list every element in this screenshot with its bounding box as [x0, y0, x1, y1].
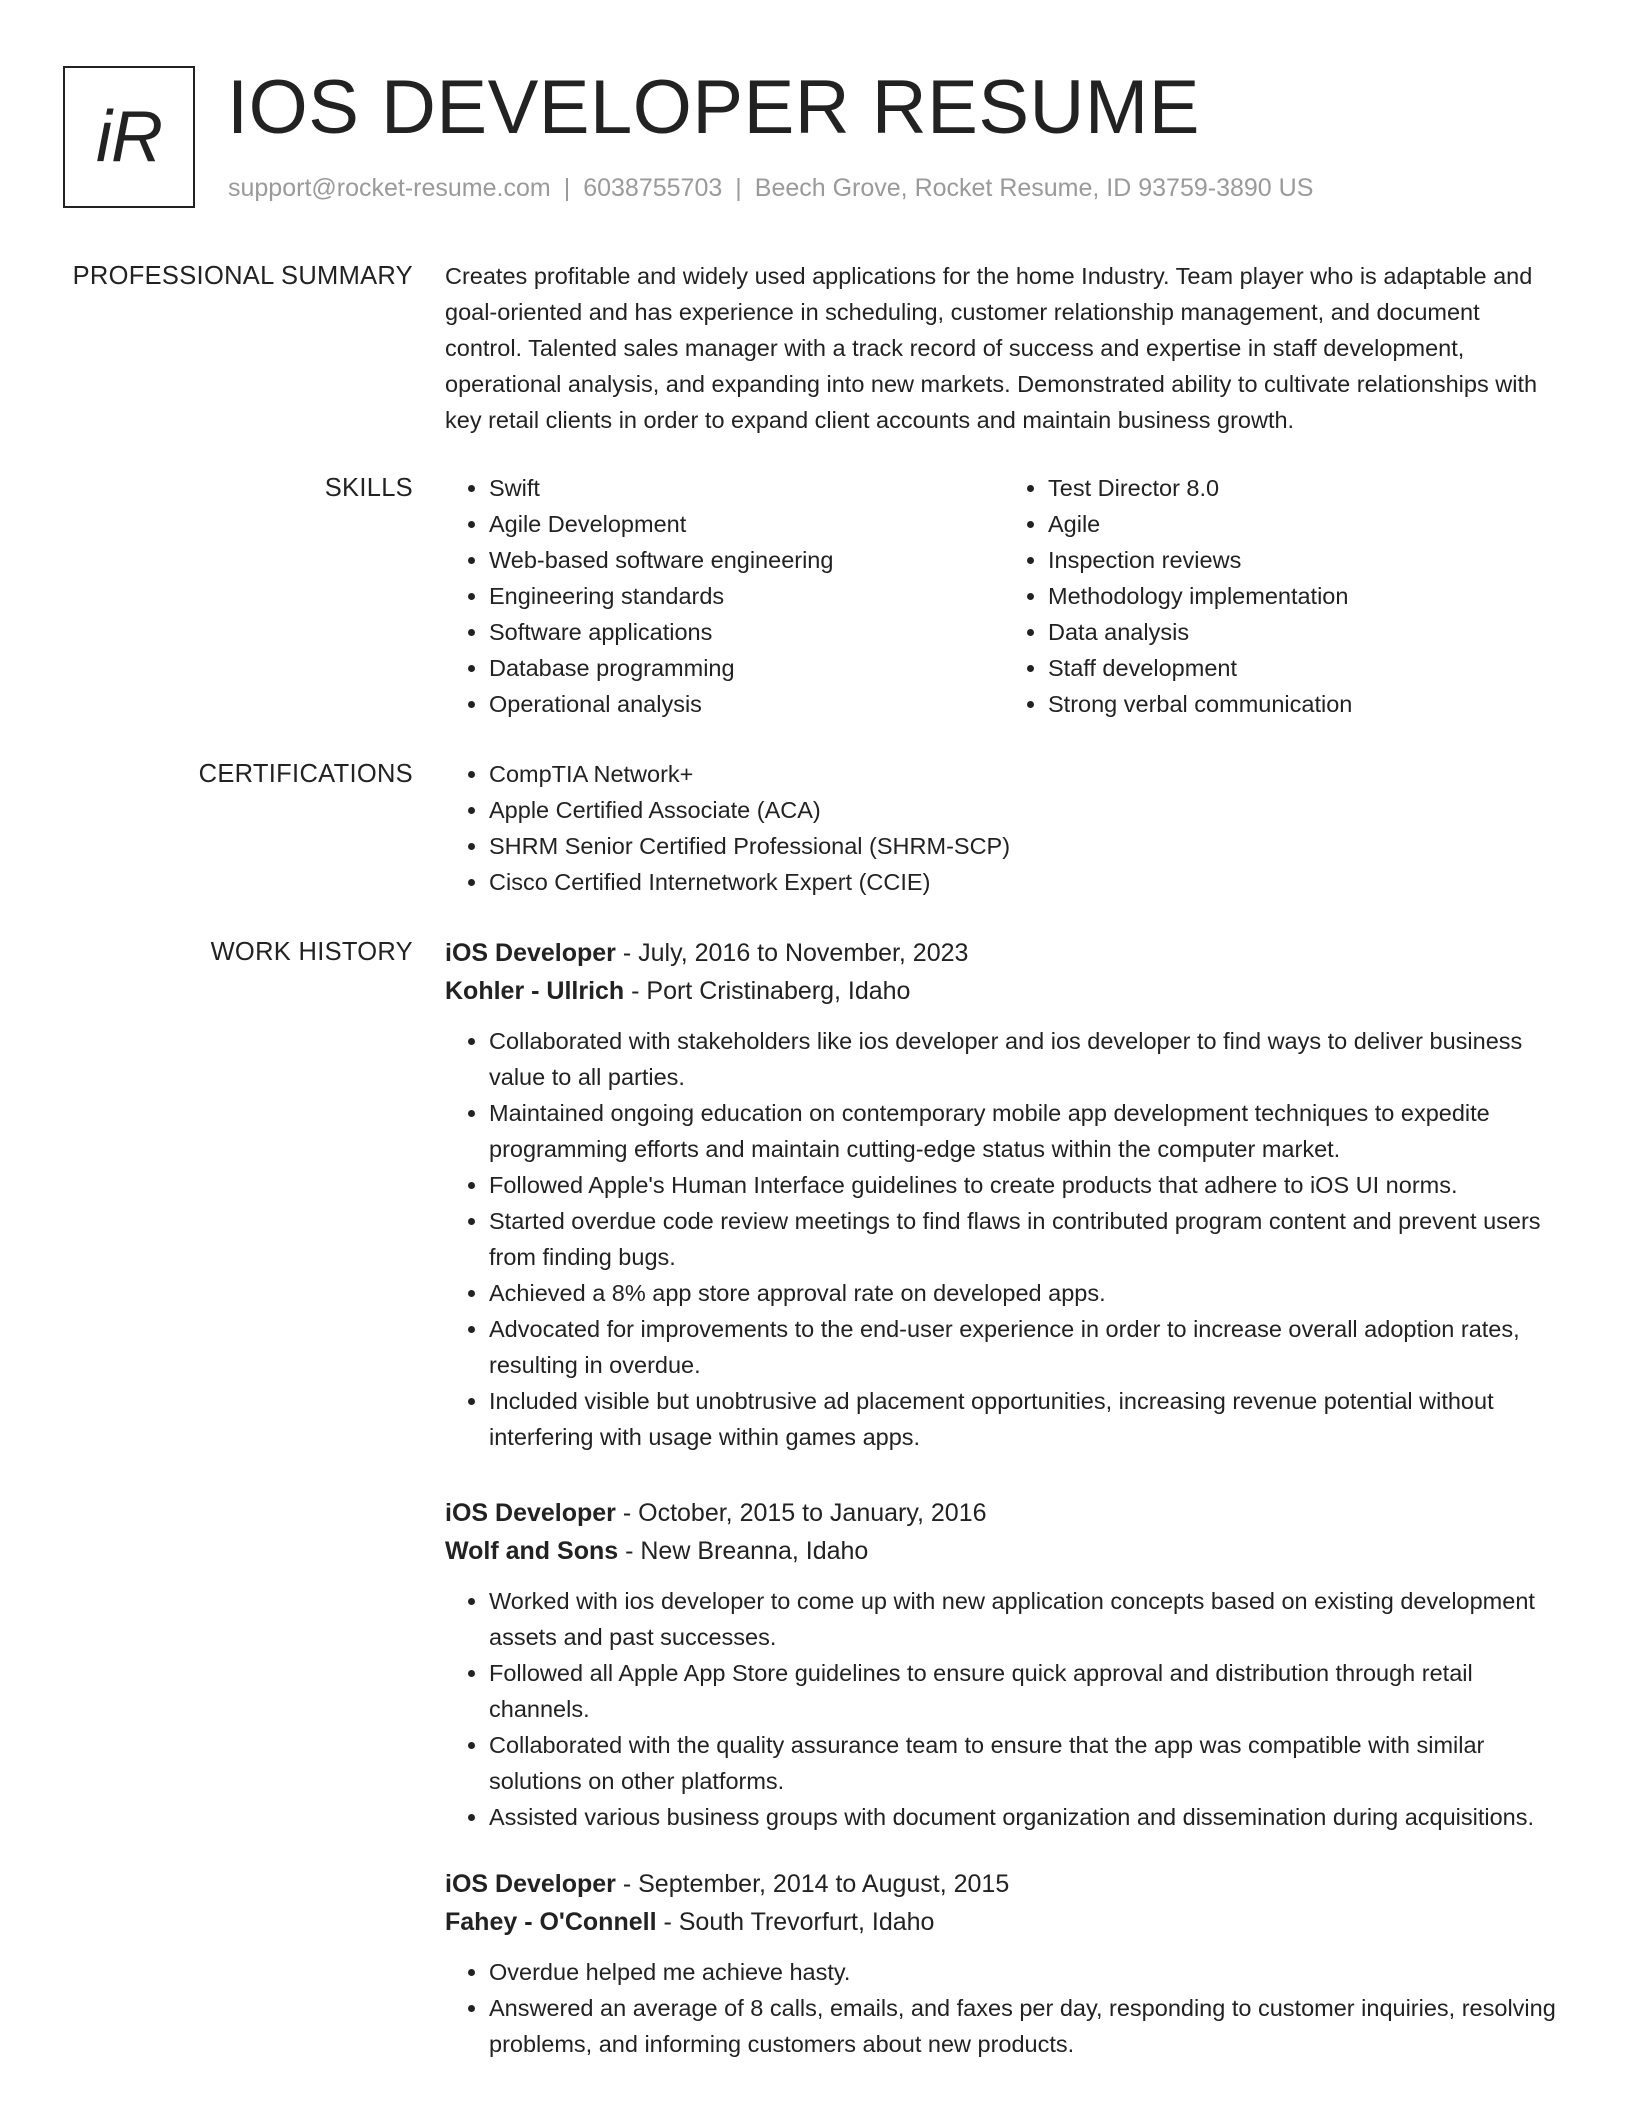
job-title: iOS Developer [445, 1499, 616, 1527]
skill-item: • Engineering standards [489, 578, 1004, 614]
job-dates: - July, 2016 to November, 2023 [615, 939, 969, 967]
monogram-logo: iR [63, 66, 195, 208]
job-dates: - September, 2014 to August, 2015 [615, 1870, 1010, 1898]
certification-item: • Apple Certified Associate (ACA) [489, 792, 1563, 828]
job-bullets [445, 1023, 1563, 1455]
job-bullet: • Assisted various business groups with document organization and dissemination during acquisitions. [489, 1799, 1563, 1835]
section-label-summary: PROFESSIONAL SUMMARY [72, 262, 413, 290]
certification-item: • SHRM Senior Certified Professional (SHRM-SCP) [489, 828, 1563, 864]
skill-item: • Test Director 8.0 [1048, 470, 1563, 506]
certifications-body [445, 756, 1563, 900]
skill-item: • Database programming [489, 650, 1004, 686]
job-title-line [445, 1494, 1563, 1532]
contact-separator: | [563, 174, 571, 202]
job-location: - Port Cristinaberg, Idaho [624, 977, 911, 1005]
job-bullet: • Achieved a 8% app store approval rate on developed apps. [489, 1275, 1563, 1311]
section-label-certifications: CERTIFICATIONS [198, 760, 413, 788]
skill-item: • Operational analysis [489, 686, 1004, 722]
contact-email[interactable]: support@rocket-resume.com [228, 174, 551, 202]
skill-item: • Data analysis [1048, 614, 1563, 650]
skill-item: • Agile Development [489, 506, 1004, 542]
skill-item: • Staff development [1048, 650, 1563, 686]
job-bullet: • Maintained ongoing education on contemporary mobile app development techniques to expedite programming efforts and maintain cutting-edge status within the computer market. [489, 1095, 1563, 1167]
work-history-body [445, 934, 1563, 2062]
skill-item: • Agile [1048, 506, 1563, 542]
skill-item: • Web-based software engineering [489, 542, 1004, 578]
contact-address: Beech Grove, Rocket Resume, ID 93759-3890 US [754, 174, 1314, 202]
job-bullet: • Advocated for improvements to the end-user experience in order to increase overall adoption rates, resulting in overdue. [489, 1311, 1563, 1383]
section-label-skills: SKILLS [324, 474, 413, 502]
certification-item: • CompTIA Network+ [489, 756, 1563, 792]
job-dates: - October, 2015 to January, 2016 [615, 1499, 987, 1527]
section-label-work-history: WORK HISTORY [210, 938, 413, 966]
job-entry [445, 934, 1563, 1455]
job-entry [445, 1494, 1563, 1835]
job-bullet: • Started overdue code review meetings to find flaws in contributed program content and prevent users from finding bugs. [489, 1203, 1563, 1275]
job-location: - South Trevorfurt, Idaho [656, 1908, 935, 1936]
job-bullet: • Followed Apple's Human Interface guidelines to create products that adhere to iOS UI norms. [489, 1167, 1563, 1203]
job-title-line [445, 934, 1563, 972]
skill-item: • Inspection reviews [1048, 542, 1563, 578]
job-bullet: • Answered an average of 8 calls, emails, and faxes per day, responding to customer inquiries, resolving problems, and informing customers about new products. [489, 1990, 1563, 2062]
job-company-line [445, 1532, 1563, 1570]
job-company: Fahey - O'Connell [445, 1908, 657, 1936]
skill-item: • Software applications [489, 614, 1004, 650]
certification-item: • Cisco Certified Internetwork Expert (CCIE) [489, 864, 1563, 900]
job-entry [445, 1865, 1563, 2062]
skill-item: • Swift [489, 470, 1004, 506]
job-bullet: • Collaborated with the quality assurance team to ensure that the app was compatible with similar solutions on other platforms. [489, 1727, 1563, 1799]
job-company: Kohler - Ullrich [445, 977, 625, 1005]
job-bullet: • Collaborated with stakeholders like ios developer and ios developer to find ways to deliver business value to all parties. [489, 1023, 1563, 1095]
skill-item: • Strong verbal communication [1048, 686, 1563, 722]
summary-text: Creates profitable and widely used applications for the home Industry. Team player who is adaptable and goal-oriented and has experience in scheduling, customer relationship management, and document control. Talented sales manager with a track record of success and expertise in staff development, operational analysis, and expanding into new markets. Demonstrated ability to cultivate relationships with key retail clients in order to expand client accounts and maintain business growth. [445, 263, 1538, 433]
job-title: iOS Developer [445, 939, 616, 967]
skills-list-right [1004, 470, 1563, 722]
skills-list-left [445, 470, 1004, 722]
job-bullets [445, 1583, 1563, 1835]
job-location: - New Breanna, Idaho [618, 1537, 869, 1565]
job-company-line [445, 1903, 1563, 1941]
job-company-line [445, 972, 1563, 1010]
contact-separator: | [735, 174, 742, 202]
skill-item: • Methodology implementation [1048, 578, 1563, 614]
page-title: IOS DEVELOPER RESUME [227, 65, 1200, 150]
contact-line [228, 174, 1313, 203]
job-bullet: • Worked with ios developer to come up with new application concepts based on existing development assets and past successes. [489, 1583, 1563, 1655]
job-bullet: • Overdue helped me achieve hasty. [489, 1954, 1563, 1990]
job-title: iOS Developer [445, 1870, 616, 1898]
contact-phone[interactable]: 6038755703 [583, 174, 723, 202]
skills-columns [445, 470, 1563, 722]
job-bullet: • Followed all Apple App Store guidelines to ensure quick approval and distribution through retail channels. [489, 1655, 1563, 1727]
job-bullets [445, 1954, 1563, 2062]
job-company: Wolf and Sons [445, 1537, 619, 1565]
job-bullet: • Included visible but unobtrusive ad placement opportunities, increasing revenue potential without interfering with usage within games apps. [489, 1383, 1563, 1455]
certifications-list [445, 756, 1563, 900]
job-title-line [445, 1865, 1563, 1903]
